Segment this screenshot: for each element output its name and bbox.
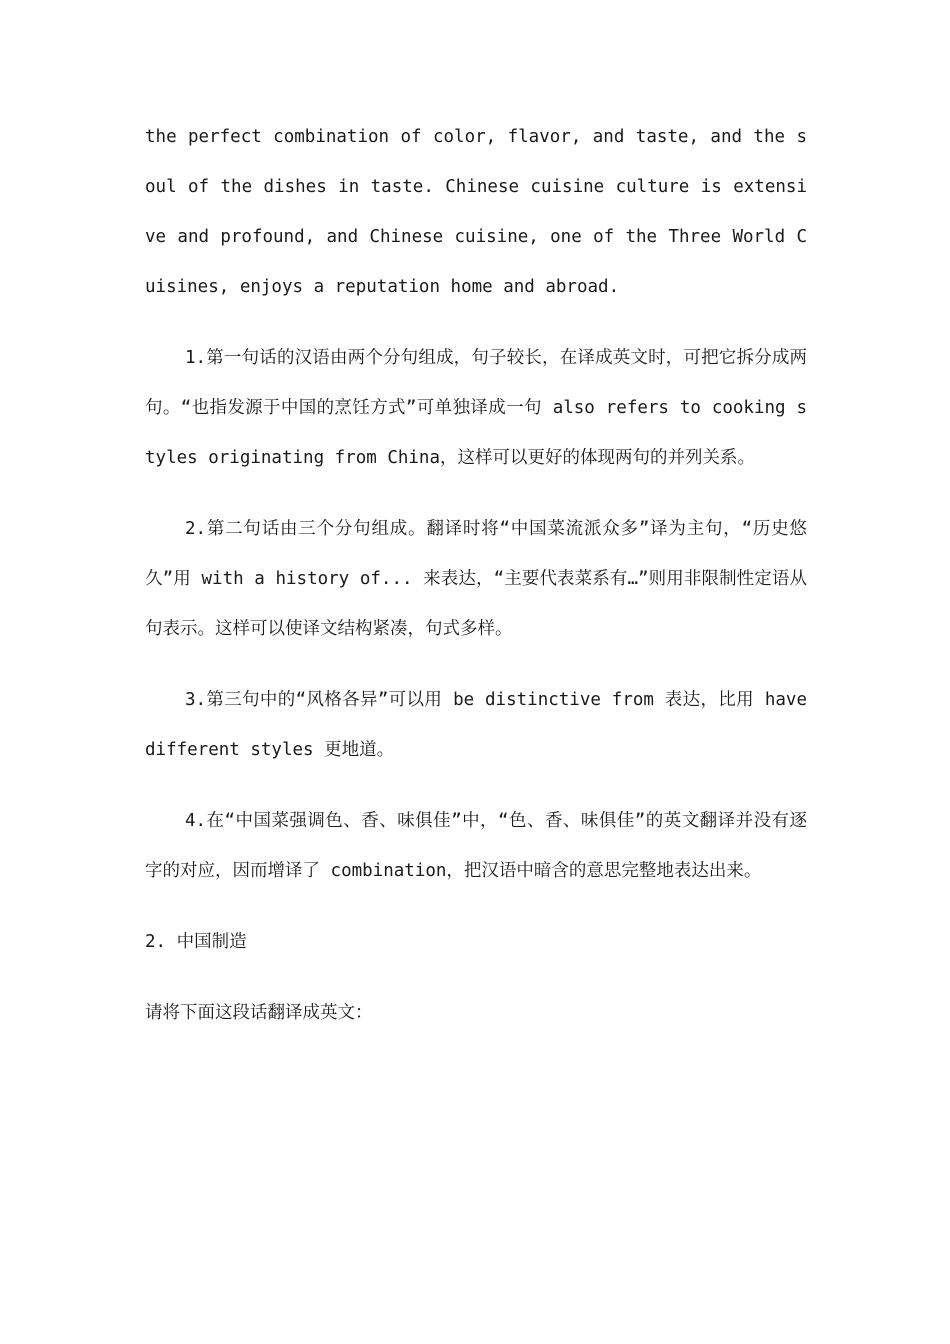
intro-paragraph: the perfect combination of color, flavor, and taste, and the soul of the dishes in taste. Chinese cuisine culture is extensive and profound, and Chinese cuisine, one of the Three World Cuisines, enjoys a reputation home and abroad.	[145, 127, 807, 297]
translation-prompt: 请将下面这段话翻译成英文：	[145, 1003, 373, 1023]
section-heading: 2. 中国制造	[145, 932, 247, 952]
document-body	[145, 112, 807, 1038]
note-paragraph-1: 1.第一句话的汉语由两个分句组成，句子较长，在译成英文时，可把它拆分成两句。“也指发源于中国的烹饪方式”可单独译成一句 also refers to cooking styles originating from China，这样可以更好的体现两句的并列关系。	[145, 348, 807, 468]
note-paragraph-3: 3.第三句中的“风格各异”可以用 be distinctive from 表达，比用 have different styles 更地道。	[145, 690, 807, 760]
note-paragraph-2: 2.第二句话由三个分句组成。翻译时将“中国菜流派众多”译为主句，“历史悠久”用 with a history of... 来表达，“主要代表菜系有…”则用非限制性定语从句表示。这样可以使译文结构紧凑，句式多样。	[145, 519, 807, 639]
note-paragraph-4: 4.在“中国菜强调色、香、味俱佳”中，“色、香、味俱佳”的英文翻译并没有逐字的对应，因而增译了 combination，把汉语中暗含的意思完整地表达出来。	[145, 811, 807, 881]
